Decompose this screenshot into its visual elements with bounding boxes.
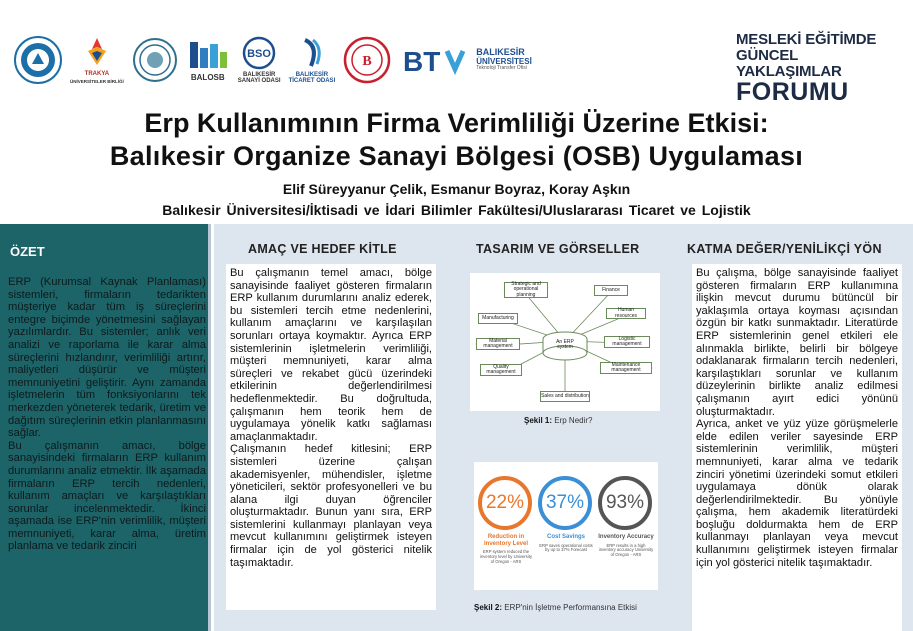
erp-node-finance: Finance: [594, 285, 628, 296]
katma-body: Bu çalışma, bölge sanayisinde faaliyet gösteren firmaların ERP kullanımına ilişkin mevcut durumu bütüncül bir yaklaşımla ortaya koyması açısından özgün bir katkı sunmaktadır. Literatürde ERP sistemlerinin genel etkileri ele alınmakla birlikte, belirli bir bölgeye odaklanarak firmaların tercih nedenleri, karşılaştıkları sorunlar ve kullanım düzeylerinin birlikte analiz edilmesi çalışmanın ayırt edici yönünü oluşturmaktadır. Ayrıca, anket ve yüz yüze görüşmelerle elde edilen veriler sayesinde ERP sistemlerinin verimlilik, müşteri memnuniyeti, karar alma ve tedarik zinciri yönetimi üzerindeki somut etkileri uygulamaya dönük olarak değerlendirilmektedir. Bu yönüyle çalışma, hem akademik literatürdeki boşluğu doldurmakta hem de ERP kullanmayı planlayan veya mevcut kullanımını geliştirmek isteyen firmalar için yol gösterici nitelik taşımaktadır.: [692, 264, 902, 631]
balosb-caption: BALOSB: [190, 72, 225, 82]
erp-node-manufacturing: Manufacturing: [478, 313, 518, 324]
balikesir-universitesi-logo: [14, 36, 62, 84]
fig2-caption-label: Şekil 2:: [474, 603, 503, 612]
erp-node-sales: Sales and distribution: [540, 391, 590, 402]
stat-cost-savings: [538, 476, 594, 553]
ozet-body: ERP (Kurumsal Kaynak Planlaması) sistemleri, firmaların tedarikten müşteriye kadar tüm iş süreçlerini entegre biçimde yönetmesini sağlayan yazılımlardır. Bu sistemler; anlık veri analizi ve raporlama ile karar alma süreçlerini hızlandırır, verimliliği artırır, maliyetleri düşürür ve müşteri memnuniyetini geliştirir. Aynı zamanda işletmelerin tüm fonksiyonlarını tek merkezden yöneterek tedarik, üretim ve dağıtım süreçlerinin etkin planlanmasını sağlar. Bu çalışmanın amacı, bölge sanayisindeki firmaların ERP kullanım durumlarını analiz etmektir. İlk aşamada firmaların ERP tercih nedenleri, kullanım amaçları ve karşılaştıkları sorunlar incelenmektedir. İkinci aşamada ise ERP'nin verimlilik, müşteri memnuniyeti, karar alma, üretim planlama ve tedarik zinciri: [8, 276, 206, 553]
bttm-logo: [403, 43, 532, 77]
stat-note-2: ERP saves operational costs by up to 37% Forecast: [539, 542, 593, 553]
poster-header: [0, 0, 913, 222]
svg-text:B: B: [362, 54, 372, 69]
stat-label-1: Reduction in Inventory Level: [483, 534, 528, 547]
erp-node-erp-system: An ERP system: [556, 338, 574, 350]
main-area: [214, 224, 913, 631]
bttm-sub1: BALIKESİR: [476, 47, 525, 58]
forum-line1: MESLEKİ EĞİTİMDE: [736, 31, 877, 48]
fig1-caption-text: Erp Nedir?: [552, 416, 593, 425]
erp-node-logistic: Logistic management: [604, 336, 650, 348]
ozet-section: [0, 224, 211, 631]
bttm-sub3: Teknoloji Transfer Ofisi: [476, 65, 527, 72]
poster-title: [0, 107, 913, 173]
stat-ring-2: [538, 476, 592, 530]
stat-note-3: ERP results in a high inventory accuracy University of Oregon - ARS: [598, 542, 654, 558]
erp-performance-figure: [474, 462, 658, 590]
trakya-caption-sub: ÜNİVERSİTELER BİRLİĞİ: [70, 78, 124, 84]
erp-node-human-resources: Human resources: [606, 308, 646, 319]
stat-value-3: 93%: [605, 492, 645, 513]
fig2-caption: [474, 603, 637, 612]
title-line1: Erp Kullanımının Firma Verimliliği Üzerine Etkisi:: [144, 108, 769, 138]
forum-logo: [736, 32, 896, 106]
ozet-title: ÖZET: [10, 244, 45, 259]
stat-ring-1: [478, 476, 532, 530]
forum-line2: GÜNCEL YAKLAŞIMLAR: [736, 46, 842, 80]
trakya-caption: TRAKYA: [84, 71, 110, 78]
tasarim-title: TASARIM VE GÖRSELLER: [476, 242, 640, 256]
amac-body: Bu çalışmanın temel amacı, bölge sanayisinde faaliyet gösteren firmaların ERP kullanım durumlarını analiz ederek, bu sistemleri tercih etme nedenlerini, kullanım amaçlarını ve karşılaşılan sorunları ortaya koymaktır. Ayrıca ERP sistemlerinin işletmelerin verimliliği, müşteri memnuniyeti, karar alma süreçleri ve rekabet gücü üzerindeki etkilerinin değerlendirilmesi hedeflenmektedir. Bu doğrultuda, çalışmanın hem teorik hem de uygulamaya yönelik katkı sağlaması amaçlanmaktadır. Çalışmanın hedef kitlesini; ERP sistemleri üzerine çalışan akademisyenler, mühendisler, işletme yöneticileri, sektör profesyonelleri ve bu alana ilgi duyan öğrenciler oluşturmaktadır. Bunun yanı sıra, ERP sistemlerini kullanmayı planlayan veya mevcut kullanımını geliştirmek isteyen firmalar için de yol gösterici nitelik taşımaktadır.: [226, 264, 436, 610]
erp-node-strategic: Strategic and operational planning: [504, 282, 548, 298]
stat-ring-3: [598, 476, 652, 530]
fig2-caption-text: ERP'nin İşletme Performansına Etkisi: [502, 603, 637, 612]
stat-inventory-reduction: [478, 476, 534, 565]
title-line2: Balıkesir Organize Sanayi Bölgesi (OSB) Uygulaması: [109, 141, 804, 171]
svg-text:BT: BT: [403, 46, 441, 77]
erp-node-quality: Quality management: [480, 364, 522, 376]
svg-text:BSO: BSO: [247, 47, 272, 60]
stat-value-1: 22%: [485, 492, 525, 513]
ticaret-odasi-caption: BALIKESİR TİCARET ODASI: [288, 71, 336, 84]
erp-diagram: [470, 273, 660, 411]
katma-title: KATMA DEĞER/YENİLİKÇİ YÖN: [687, 242, 882, 256]
logo-strip: [14, 28, 532, 92]
stat-note-1: ERP system reduced the inventory level by University of Oregon - ARS: [480, 549, 532, 564]
seal-logo: [132, 37, 178, 83]
balikesir-ticaret-borsasi-logo: [343, 36, 391, 84]
bttm-sub2: ÜNİVERSİTESİ: [476, 56, 532, 66]
balikesir-ticaret-odasi-logo: [289, 36, 336, 85]
balosb-logo: [186, 38, 230, 82]
bso-caption: BALIKESİR SANAYİ ODASI: [237, 71, 281, 84]
erp-node-material: Material management: [476, 338, 520, 350]
stat-value-2: 37%: [545, 492, 585, 513]
fig1-caption: [524, 416, 592, 425]
fig1-caption-label: Şekil 1:: [524, 416, 553, 425]
authors: Elif Süreyyanur Çelik, Esmanur Boyraz, Koray Aşkın: [282, 181, 631, 197]
erp-node-maintenance: Maintenance management: [600, 362, 652, 374]
stat-label-2: Cost Savings: [546, 534, 585, 540]
forum-line3: FORUMU: [736, 78, 849, 107]
bso-logo: [238, 36, 281, 85]
amac-title: AMAÇ VE HEDEF KİTLE: [248, 242, 397, 256]
stat-label-3: Inventory Accuracy: [598, 534, 654, 540]
trakya-universiteler-birligi-logo: [70, 35, 124, 84]
affiliation: Balıkesir Üniversitesi/İktisadi ve İdari Bilimler Fakültesi/Uluslararası Ticaret ve Lojistik: [162, 202, 751, 218]
stat-inventory-accuracy: [598, 476, 654, 558]
